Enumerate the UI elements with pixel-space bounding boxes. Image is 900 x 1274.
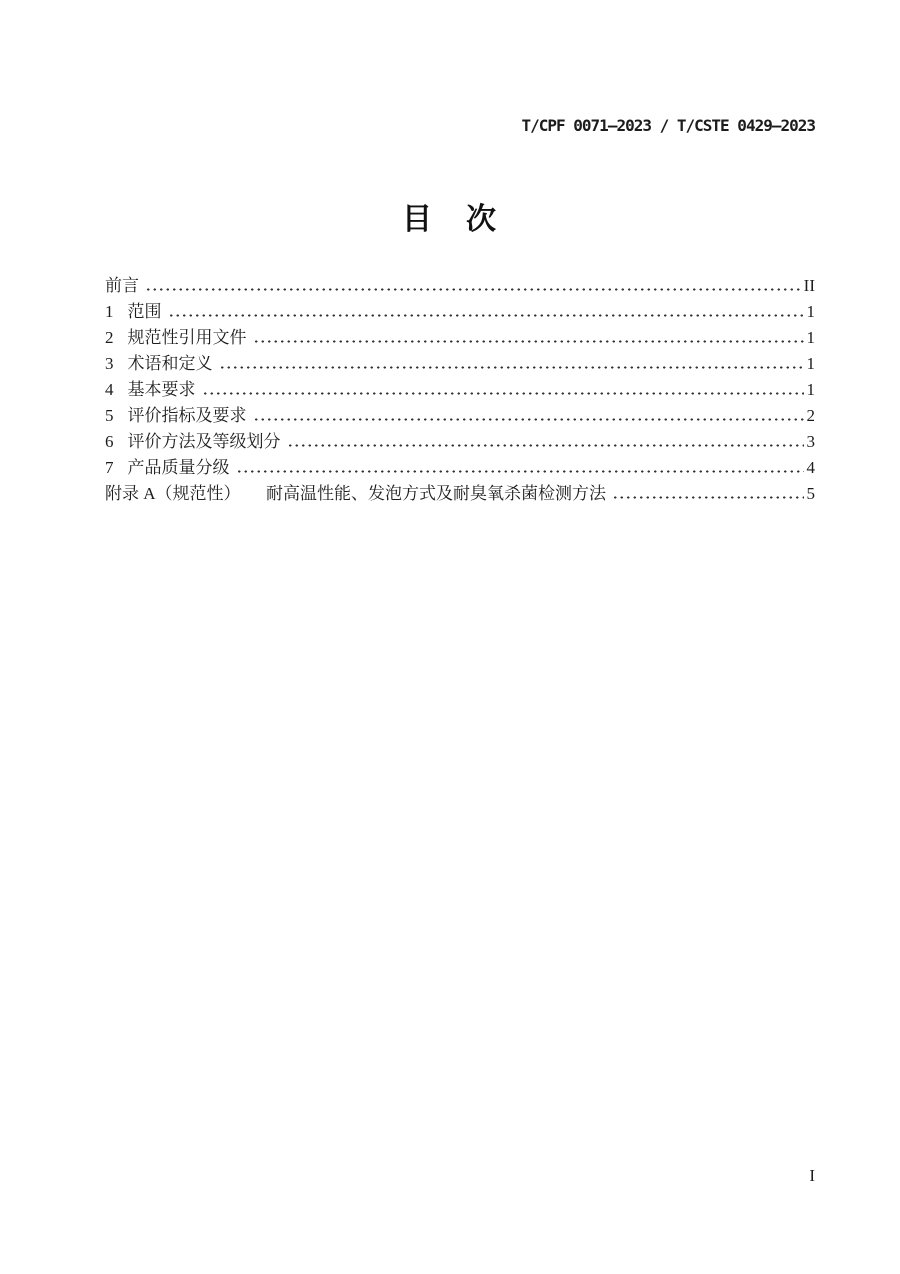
toc-item-title: 产品质量分级 xyxy=(127,458,230,477)
toc-row xyxy=(105,273,815,299)
toc-leader-dots xyxy=(253,403,804,429)
toc-item-number: 4 xyxy=(105,380,114,399)
toc-item-number: 1 xyxy=(105,302,114,321)
toc-item-number: 7 xyxy=(105,458,114,477)
toc-row xyxy=(105,351,815,377)
toc-item-number: 5 xyxy=(105,406,114,425)
toc-leader-dots xyxy=(236,455,804,481)
toc-item-title: 评价方法及等级划分 xyxy=(127,432,281,451)
toc-item-page: II xyxy=(803,276,815,295)
toc-item-title: 评价指标及要求 xyxy=(127,406,247,425)
toc-item-title: 范围 xyxy=(127,302,162,321)
standard-code-header: T/CPF 0071—2023 / T/CSTE 0429—2023 xyxy=(521,116,815,135)
toc-row xyxy=(105,325,815,351)
toc-item-number: 3 xyxy=(105,354,114,373)
toc-item-title: 前言 xyxy=(105,276,139,295)
toc-leader-dots xyxy=(145,273,801,299)
toc-item-number: 2 xyxy=(105,328,114,347)
toc-row xyxy=(105,481,815,507)
toc-item-title: 术语和定义 xyxy=(127,354,213,373)
toc-leader-dots xyxy=(287,429,804,455)
page-title: 目 次 xyxy=(402,203,498,236)
toc-item-page: 2 xyxy=(806,406,815,425)
toc-row xyxy=(105,403,815,429)
toc-item-title: 基本要求 xyxy=(127,380,196,399)
toc-item-page: 1 xyxy=(806,354,815,373)
toc-item-number: 6 xyxy=(105,432,114,451)
toc-item-title: 附录 A（规范性） 耐高温性能、发泡方式及耐臭氧杀菌检测方法 xyxy=(105,484,607,503)
toc-item-page: 5 xyxy=(806,484,815,503)
toc-leader-dots xyxy=(168,299,804,325)
toc-item-page: 1 xyxy=(806,302,815,321)
toc-row xyxy=(105,377,815,403)
toc-item-page: 4 xyxy=(806,458,815,477)
toc-leader-dots xyxy=(219,351,804,377)
toc-leader-dots xyxy=(253,325,804,351)
toc-item-page: 1 xyxy=(806,328,815,347)
toc-row xyxy=(105,299,815,325)
toc-item-page: 1 xyxy=(806,380,815,399)
toc-row xyxy=(105,455,815,481)
toc-item-page: 3 xyxy=(806,432,815,451)
toc-leader-dots xyxy=(202,377,804,403)
page-number: I xyxy=(809,1166,815,1185)
toc-item-title: 规范性引用文件 xyxy=(127,328,247,347)
table-of-contents xyxy=(105,273,815,507)
toc-row xyxy=(105,429,815,455)
toc-leader-dots xyxy=(612,481,803,507)
